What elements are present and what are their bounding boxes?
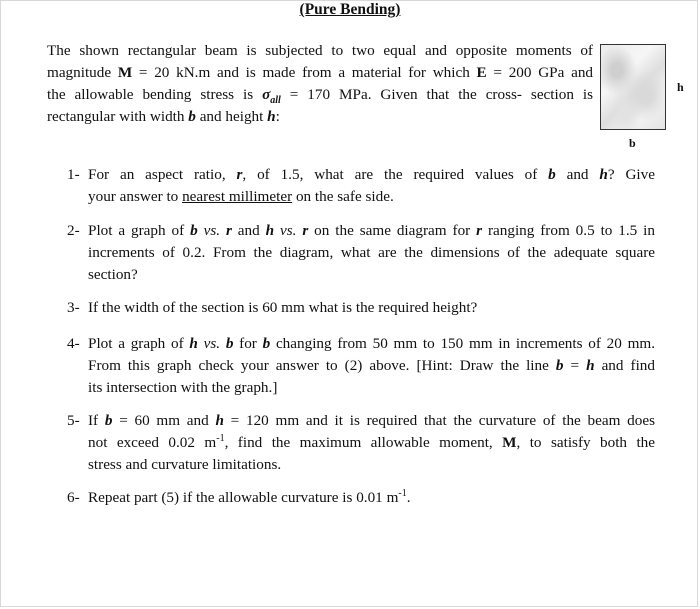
question-2 [67, 220, 655, 286]
intro-line-4: rectangular with width b and height h: [47, 108, 280, 125]
question-1 [67, 164, 655, 208]
question-number: 5- [67, 412, 80, 429]
problem-statement [47, 40, 593, 128]
question-line: Plot a graph of b vs. r and h vs. r on the same diagram for r ranging from 0.5 to 1.5 in [88, 222, 655, 239]
question-number: 3- [67, 299, 80, 316]
page-title: (Pure Bending) [299, 1, 401, 18]
width-label: b [629, 136, 636, 150]
question-line: If b = 60 mm and h = 120 mm and it is required that the curvature of the beam does [88, 412, 655, 429]
question-line: stress and curvature limitations. [88, 456, 282, 473]
question-number: 2- [67, 222, 80, 239]
height-label: h [677, 80, 684, 94]
question-5 [67, 410, 655, 476]
question-number: 4- [67, 335, 80, 352]
question-line: its intersection with the graph.] [88, 379, 278, 396]
question-line: increments of 0.2. From the diagram, what are the dimensions of the adequate square [88, 244, 655, 261]
question-6 [67, 487, 655, 509]
question-4 [67, 333, 655, 399]
question-line: Plot a graph of h vs. b for b changing from 50 mm to 150 mm in increments of 20 mm. [88, 335, 656, 352]
question-line: Repeat part (5) if the allowable curvature is 0.01 $m^{-1}$. [88, 487, 411, 506]
cross-section-rectangle [600, 44, 666, 130]
question-line: From this graph check your answer to (2) above. [Hint: Draw the line b = h and find [88, 357, 655, 374]
intro-line-3: the allowable bending stress is $\sigma_{all} = 170$ MPa. Given that the cross- section is [47, 86, 593, 107]
question-number: 1- [67, 166, 80, 183]
question-3 [67, 297, 655, 319]
intro-line-2: magnitude M = 20 kN.m and is made from a material for which E = 200 GPa and [47, 64, 594, 81]
question-number: 6- [67, 489, 80, 506]
intro-line-1: The shown rectangular beam is subjected to two equal and opposite moments of [47, 42, 593, 59]
question-line: For an aspect ratio, r, of 1.5, what are the required values of b and h? Give [88, 166, 655, 183]
question-line: If the width of the section is 60 mm what is the required height? [88, 299, 478, 316]
question-line: section? [88, 266, 138, 283]
question-line: not exceed 0.02 $m^{-1}$, find the maximum allowable moment, M, to satisfy both the [88, 432, 655, 451]
question-line: your answer to nearest millimeter on the safe side. [88, 188, 394, 205]
